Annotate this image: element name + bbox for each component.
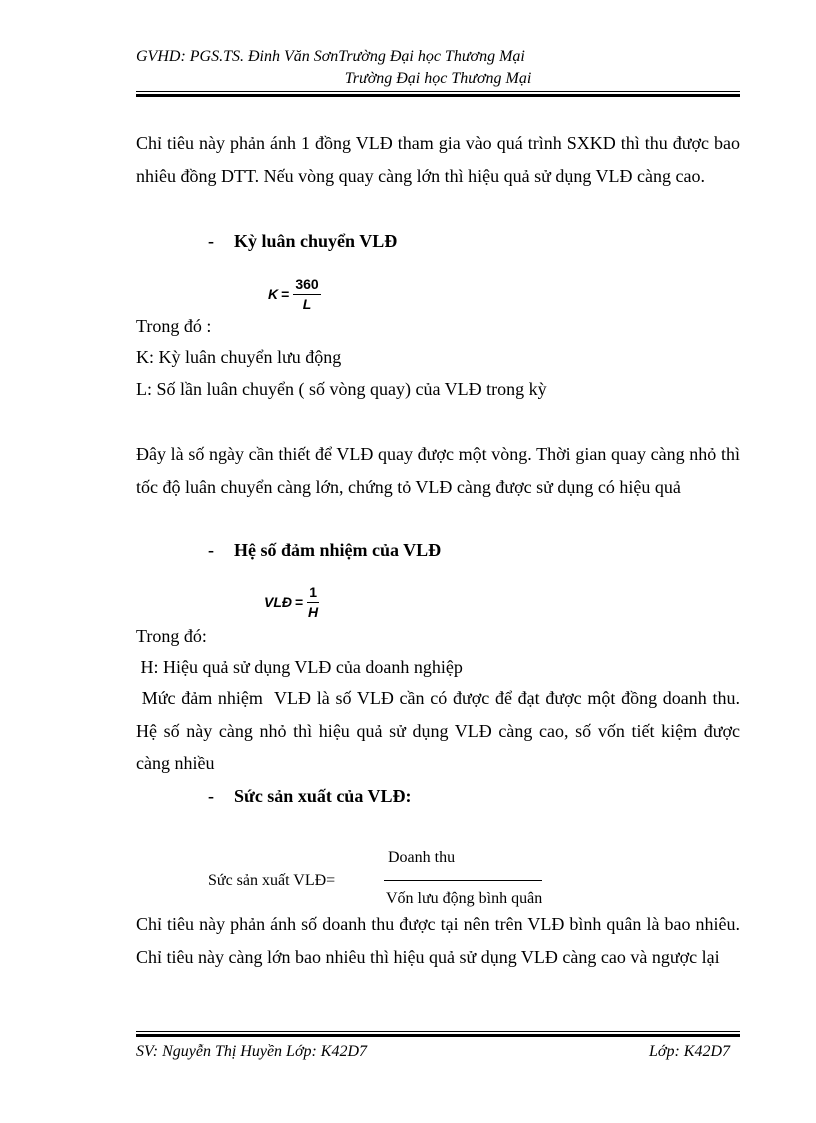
- formula-lhs: VLĐ: [264, 594, 292, 610]
- bullet-label: Sức sản xuất của VLĐ:: [234, 786, 412, 806]
- header-rule-thin: [136, 91, 740, 92]
- paragraph-muc-dam-nhiem: Mức đảm nhiệm VLĐ là số VLĐ cần có được để đạt được một đồng doanh thu. Hệ số này càng nhỏ thì hiệu quả sử dụng VLĐ càng cao, số vốn tiết kiệm được càng nhiều: [136, 688, 745, 773]
- header-title-line2: Trường Đại học Thương Mại: [344, 70, 532, 87]
- formula-fraction: [293, 276, 320, 312]
- bullet-dash: -: [208, 231, 214, 251]
- footer-rule-thin: [136, 1031, 740, 1032]
- formula-numerator: 360: [293, 276, 320, 295]
- bullet-label: Kỳ luân chuyển VLĐ: [234, 231, 398, 251]
- trong-do-label: Trong đó:: [136, 626, 207, 646]
- bullet-suc-san-xuat: [208, 786, 412, 807]
- footer-class: Lớp: K42D7: [649, 1043, 730, 1060]
- formula-equals: =: [281, 286, 290, 302]
- header-rule-thick: [136, 94, 740, 97]
- formula-ssx-label: Sức sản xuất VLĐ=: [208, 872, 336, 889]
- bullet-dash: -: [208, 540, 214, 560]
- formula-ssx-numerator: Doanh thu: [388, 849, 456, 866]
- trong-do-label: Trong đó :: [136, 316, 212, 336]
- formula-k: [268, 276, 321, 312]
- definition-h: H: Hiệu quả sử dụng VLĐ của doanh nghiệp: [136, 657, 463, 677]
- formula-ssx-fraction-bar: [384, 880, 542, 881]
- paragraph-suc-san-xuat: Chỉ tiêu này phản ánh số doanh thu được tại nên trên VLĐ bình quân là bao nhiêu. Chỉ tiêu này càng lớn bao nhiêu thì hiệu quả sử dụng VLĐ càng cao và ngược lại: [136, 914, 740, 967]
- formula-fraction: [307, 584, 319, 620]
- bullet-ky-luan-chuyen: [208, 231, 397, 252]
- formula-lhs: K: [268, 286, 279, 302]
- definition-l: L: Số lần luân chuyển ( số vòng quay) của VLĐ trong kỳ: [136, 379, 547, 399]
- bullet-dash: -: [208, 786, 214, 806]
- formula-denominator: L: [302, 296, 312, 312]
- bullet-label: Hệ số đảm nhiệm của VLĐ: [234, 540, 442, 560]
- formula-ssx-denominator: Vốn lưu động bình quân: [386, 890, 543, 907]
- formula-denominator: H: [308, 604, 319, 620]
- paragraph-so-ngay: Đây là số ngày cần thiết để VLĐ quay được một vòng. Thời gian quay càng nhỏ thì tốc độ luân chuyển càng lớn, chứng tỏ VLĐ càng được sử dụng có hiệu quả: [136, 444, 740, 497]
- formula-vld: [264, 584, 319, 620]
- definition-k: K: Kỳ luân chuyển lưu động: [136, 347, 342, 367]
- footer-rule-thick: [136, 1034, 740, 1037]
- paragraph-vong-quay: Chỉ tiêu này phản ánh 1 đồng VLĐ tham gia vào quá trình SXKD thì thu được bao nhiêu đồng DTT. Nếu vòng quay càng lớn thì hiệu quả sử dụng VLĐ càng cao.: [136, 133, 740, 186]
- formula-numerator: 1: [307, 584, 319, 603]
- bullet-he-so-dam-nhiem: [208, 540, 441, 561]
- formula-equals: =: [295, 594, 304, 610]
- header-title-line1: GVHD: PGS.TS. Đinh Văn SơnTrường Đại học Thương Mại: [136, 48, 525, 65]
- footer-student: SV: Nguyễn Thị Huyền Lớp: K42D7: [136, 1043, 368, 1060]
